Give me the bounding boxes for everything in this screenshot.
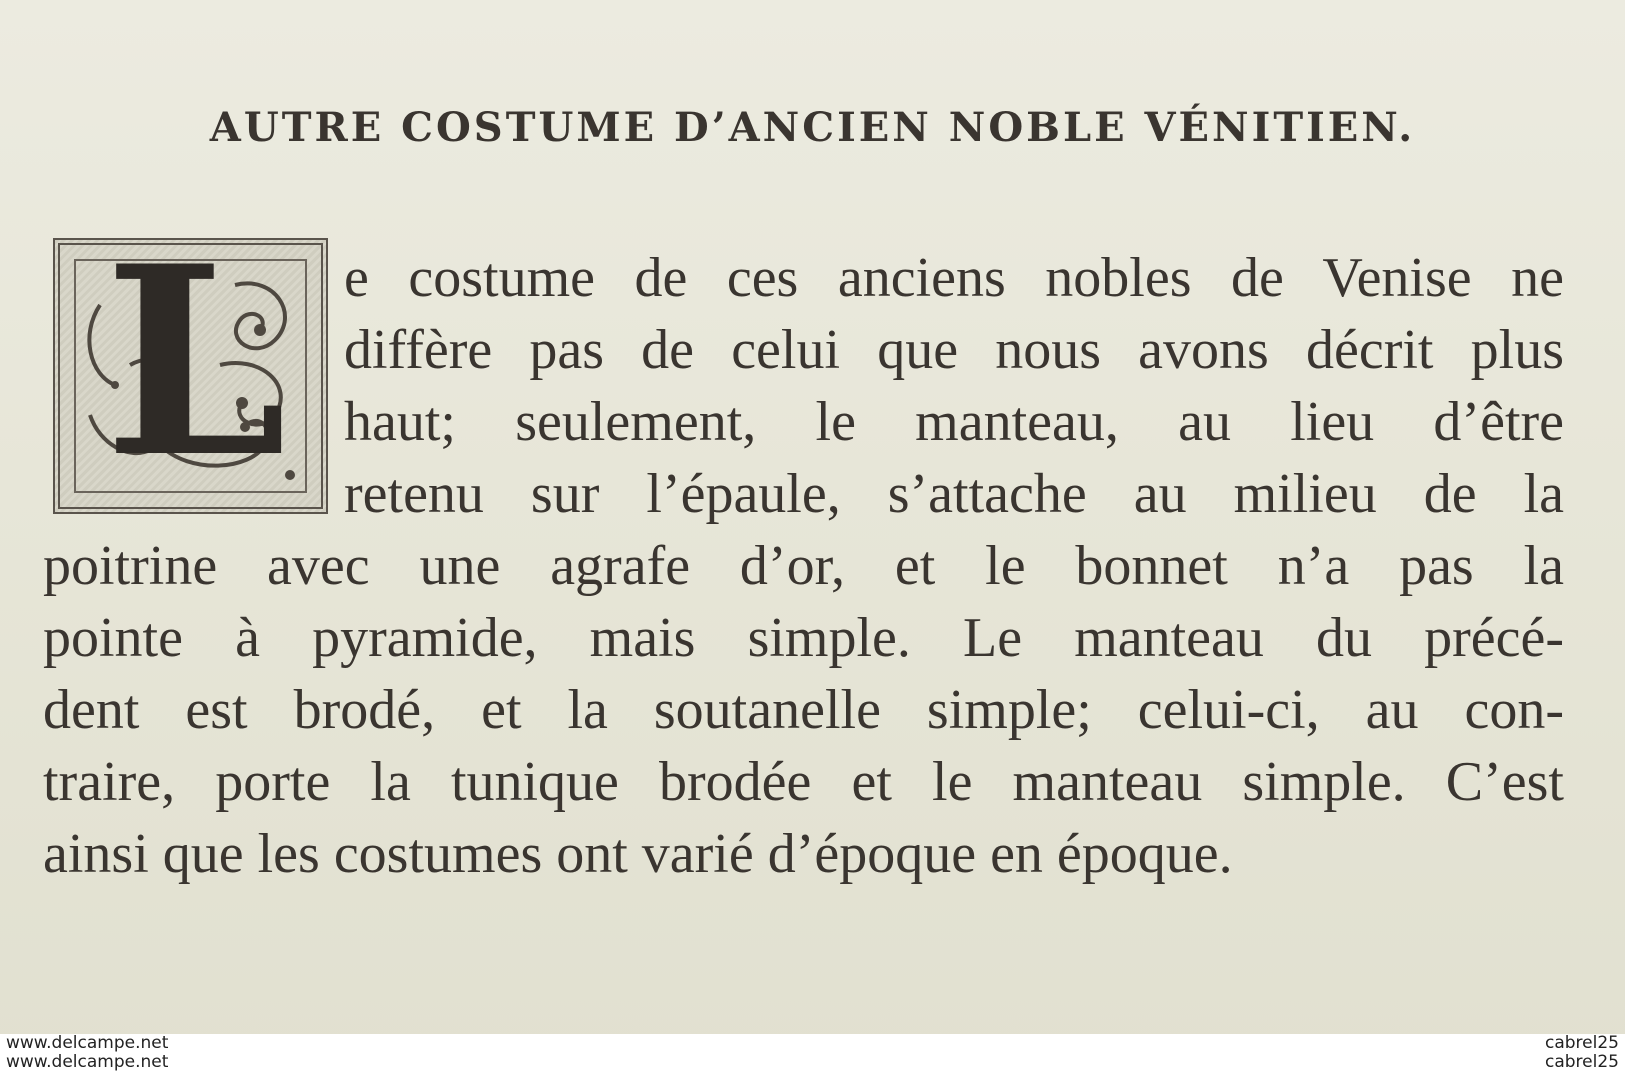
- footer-seller-top: cabrel25: [1545, 1033, 1619, 1053]
- text-line-2: diffère pas de celui que nous avons décrit plus: [344, 319, 1564, 381]
- footer-site-bottom: www.delcampe.net: [6, 1052, 169, 1072]
- text-line-3: haut; seulement, le manteau, au lieu d’être: [344, 391, 1564, 453]
- footer-seller-bottom: cabrel25: [1545, 1052, 1619, 1072]
- footer-site-top: www.delcampe.net: [6, 1033, 169, 1053]
- initial-letter: L: [104, 210, 287, 515]
- text-line-9: ainsi que les costumes ont varié d’époque en époque.: [43, 823, 1233, 885]
- text-line-6: pointe à pyramide, mais simple. Le manteau du précé-: [43, 607, 1564, 669]
- text-line-1: e costume de ces anciens nobles de Venise ne: [344, 247, 1564, 309]
- text-line-7: dent est brodé, et la soutanelle simple; celui-ci, au con-: [43, 679, 1564, 741]
- text-line-8: traire, porte la tunique brodée et le manteau simple. C’est: [43, 751, 1564, 813]
- ornamental-initial: [53, 210, 328, 515]
- watermark-footer: [0, 1034, 1625, 1072]
- page-title: AUTRE COSTUME D’ANCIEN NOBLE VÉNITIEN.: [209, 104, 1416, 151]
- text-line-4: retenu sur l’épaule, s’attache au milieu de la: [344, 463, 1564, 525]
- text-line-5: poitrine avec une agrafe d’or, et le bonnet n’a pas la: [43, 535, 1564, 597]
